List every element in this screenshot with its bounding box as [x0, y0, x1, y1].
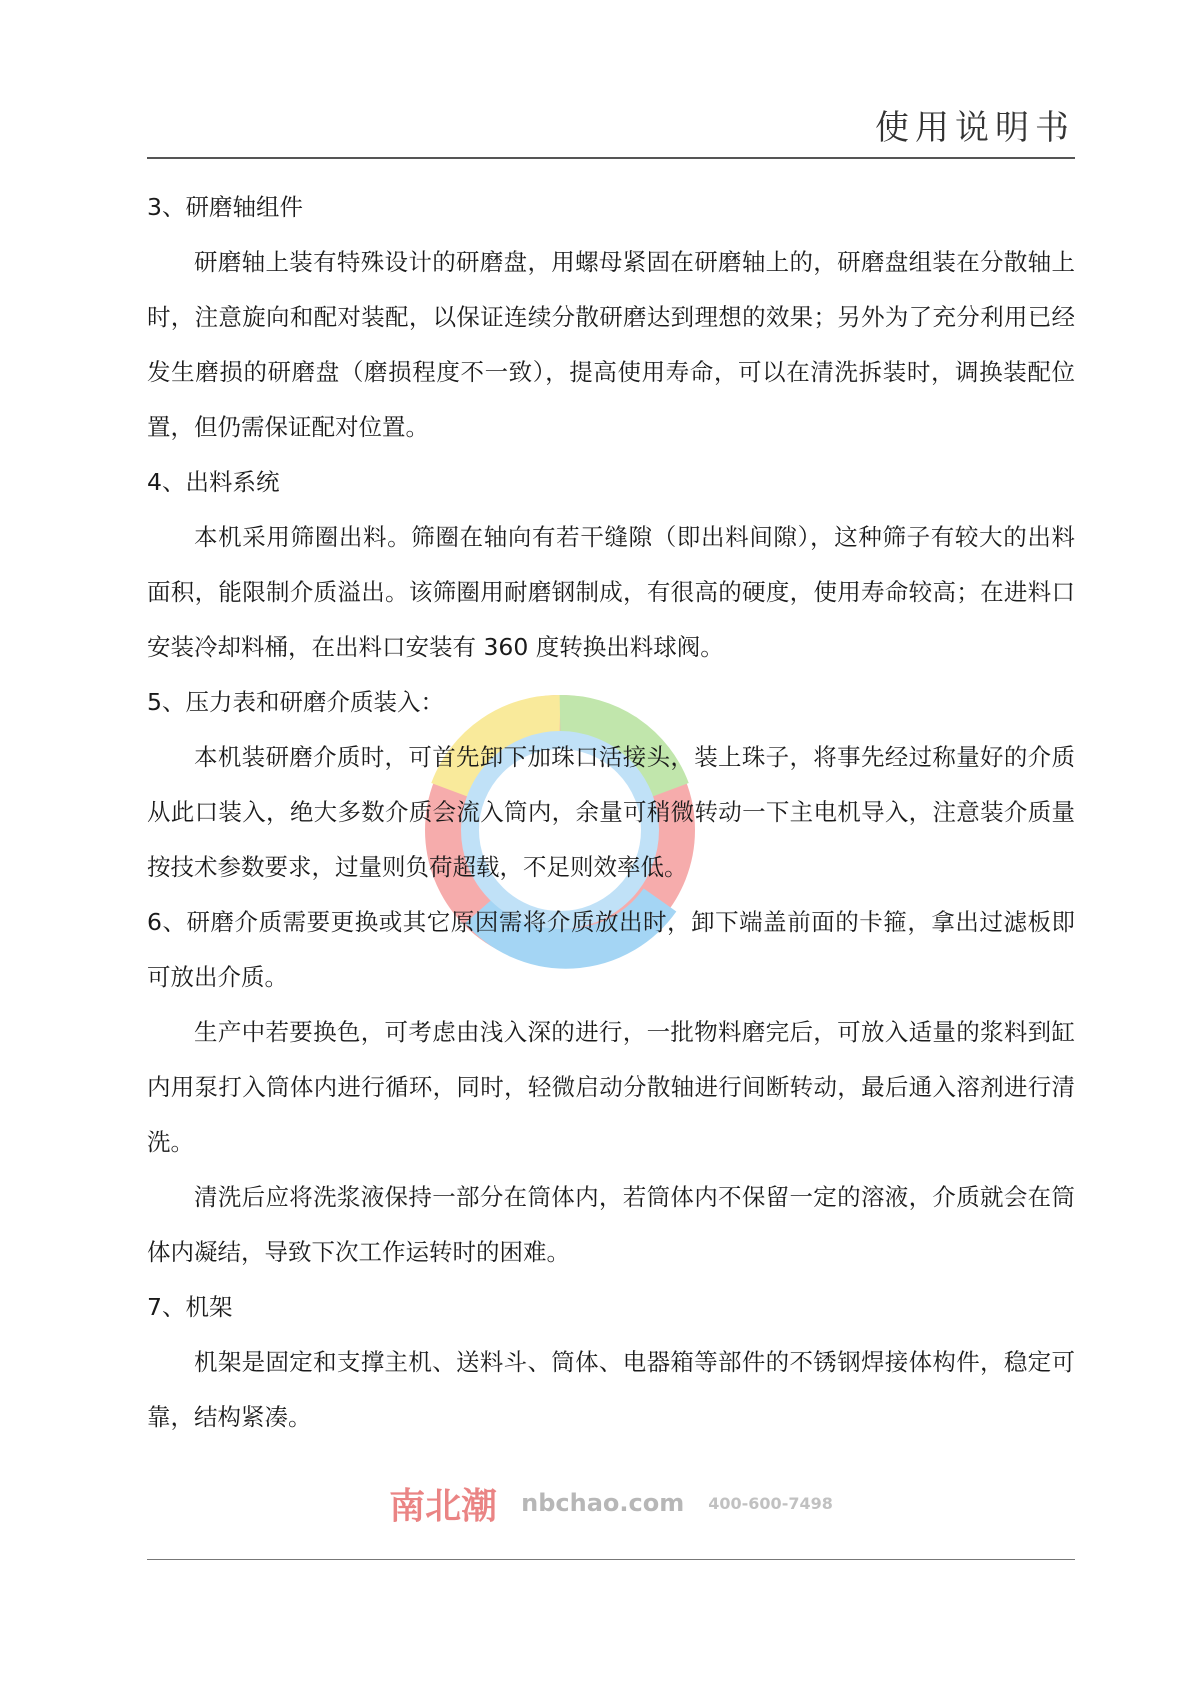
- paragraph: 机架是固定和支撑主机、送料斗、筒体、电器箱等部件的不锈钢焊接体构件，稳定可靠，结构紧凑。: [147, 1348, 1075, 1431]
- section-heading: 5、压力表和研磨介质装入：: [147, 688, 444, 716]
- header-divider: [147, 157, 1075, 159]
- paragraph: 生产中若要换色，可考虑由浅入深的进行，一批物料磨完后，可放入适量的浆料到缸内用泵打入筒体内进行循环，同时，轻微启动分散轴进行间断转动，最后通入溶剂进行清洗。: [147, 1018, 1075, 1156]
- header-title: 使用说明书: [875, 108, 1075, 148]
- watermark-site: nbchao.com: [521, 1489, 685, 1517]
- section-heading: 7、机架: [147, 1293, 233, 1321]
- watermark-phone: 400-600-7498: [708, 1493, 833, 1513]
- watermark-brand: 南北潮: [389, 1485, 498, 1527]
- section-heading: 3、研磨轴组件: [147, 193, 303, 221]
- paragraph: 清洗后应将洗浆液保持一部分在筒体内，若筒体内不保留一定的溶液，介质就会在筒体内凝结，导致下次工作运转时的困难。: [147, 1183, 1075, 1266]
- document-body: [147, 180, 1075, 1445]
- section-heading: 6、研磨介质需要更换或其它原因需将介质放出时，卸下端盖前面的卡箍，拿出过滤板即可放出介质。: [147, 908, 1075, 991]
- footer-divider: [147, 1559, 1075, 1560]
- section-heading: 4、出料系统: [147, 468, 280, 496]
- paragraph: 本机装研磨介质时，可首先卸下加珠口活接头，装上珠子，将事先经过称量好的介质从此口装入，绝大多数介质会流入筒内，余量可稍微转动一下主电机导入，注意装介质量按技术参数要求，过量则负荷超载，不足则效率低。: [147, 743, 1075, 881]
- paragraph: 研磨轴上装有特殊设计的研磨盘，用螺母紧固在研磨轴上的，研磨盘组装在分散轴上时，注意旋向和配对装配，以保证连续分散研磨达到理想的效果；另外为了充分利用已经发生磨损的研磨盘（磨损程度不一致），提高使用寿命，可以在清洗拆装时，调换装配位置，但仍需保证配对位置。: [147, 248, 1075, 441]
- paragraph: 本机采用筛圈出料。筛圈在轴向有若干缝隙（即出料间隙），这种筛子有较大的出料面积，能限制介质溢出。该筛圈用耐磨钢制成，有很高的硬度，使用寿命较高；在进料口安装冷却料桶，在出料口安装有 360 度转换出料球阀。: [147, 523, 1075, 661]
- watermark-text: [147, 1478, 1075, 1528]
